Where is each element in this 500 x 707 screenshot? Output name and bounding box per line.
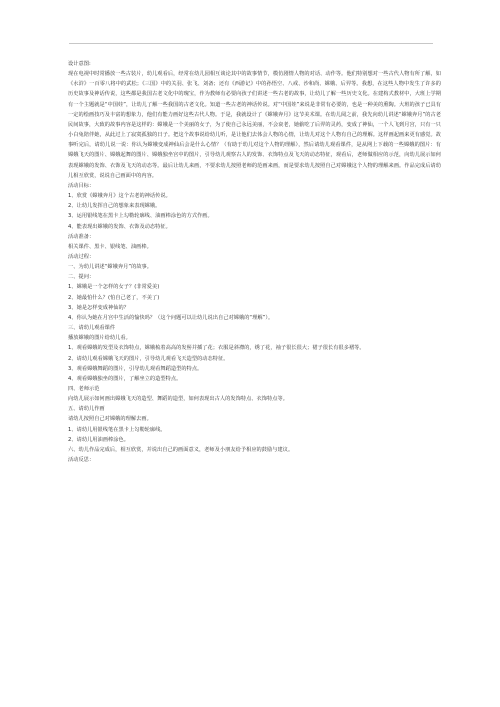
text-line: 2、请幼儿用油画棒涂色。 xyxy=(68,436,129,443)
section-heading: 设计意图: xyxy=(68,61,91,67)
lesson-lines xyxy=(60,181,441,465)
text-line: 四、老师示范 xyxy=(68,386,100,392)
text-line: 4、你认为她在月宫中生活的愉快吗？（这个问题可以让幼儿说出自己对嫦娥的“理解”）。 xyxy=(68,314,274,321)
text-line: 1、请幼儿用银线笔在黑卡上勾勒轮廓线。 xyxy=(68,426,166,433)
text-line: 3、运用银线笔在黑卡上勾勒轮廓线、油画棒涂色的方式作画。 xyxy=(68,213,213,220)
text-line: 请幼儿按照自己对嫦娥的理解去画。 xyxy=(68,416,152,423)
text-line: 2、让幼儿发挥自己的想象来表现嫦娥。 xyxy=(68,203,161,210)
text-line: 活动准备： xyxy=(68,233,95,240)
text-line: 2、她最怕什么？(怕自己老了，不美了) xyxy=(68,294,160,301)
text-line: 二、提问： xyxy=(68,274,95,281)
text-line: 活动反思： xyxy=(68,457,95,464)
text-line: 向幼儿展示如何画出嫦娥飞天的造型、舞蹈的造型，如何表现出古人的发饰特点、衣饰特点等。 xyxy=(68,396,288,403)
text-line: 相关课件、黑卡、银线笔、油画棒。 xyxy=(68,243,152,250)
text-line: 活动过程： xyxy=(68,253,95,260)
text-line: 1、欣赏《嫦娥奔月》这个古老的神话传说。 xyxy=(68,193,171,200)
intro-paragraph: 现在电视中时常播放一些古装片，幼儿观看后，经常在幼儿园相互谈论其中的故事情节，模仿剧情人物的对话、动作等。他们特别想对一些古代人物有所了解，如《水浒》一百零八将中的武松；《三国》中的关羽、张飞、刘备；还有《西游记》中的孙悟空、八戒、沙和尚、嫦娥、后羿等。我想，在这些人物中发生了许多的历史故事及神话传说，这些都是我国古老文化中的瑰宝，作为教师有必要向孩子们讲述一些古老的故事，让幼儿了解一些历史文化。在建构式教材中，大班上学期有一个主题就是“中国娃”，让幼儿了解一些我国的古老文化。知道一些古老的神话传说。对“中国娃”来说是非常有必要的，也是一种美的熏陶。大班的孩子已具有一定的绘画技巧及丰富的想象力，他们有能力画好这些古代人物。于是，我就设计了《嫦娥奔月》这节美术课。在幼儿阅之前，我先向幼儿讲述“嫦娥奔月”的古老民间故事，大致的故事内容是这样的：嫦娥是一个美丽的女子，为了使自己永远美丽，不会衰老，她偷吃了后羿的灵药，变成了神仙，一个人飞到月宫，只有一只小白兔陪伴她，从此过上了寂寞孤独的日子。把这个故事说给幼儿听，是让他们去体会人物的心情，让幼儿对这个人物有自己的理解。这样画起画来更有感觉。故事听完后，请幼儿说一说：你认为嫦娥变成神仙后会是什么心情？（有助于幼儿对这个人物的理解），然后请幼儿观看课件，是从网上下载的一些嫦娥的图片：有嫦娥飞天的图片、嫦娥起舞的图片、嫦娥独坐宫中的图片，引导幼儿观察古人的发饰、衣饰特点及飞天的动态特征，观看后，老师做相应的示范，向幼儿展示如何表现嫦娥的发饰、衣饰及飞天的动态等。最后让幼儿来画，不要求幼儿按照老师的范画来画，而是要求幼儿按照自己对嫦娥这个人物的理解来画。作品完成后请幼儿相互欣赏，说说自己画面中的内容。 xyxy=(68,71,441,179)
header-rule xyxy=(69,43,433,44)
text-line: 4、能表现出嫦娥的发饰、衣饰及动态特征。 xyxy=(68,223,171,230)
document-body xyxy=(60,59,441,465)
text-line: 3、她是怎样变成神仙的？ xyxy=(68,304,129,311)
text-line: 播放嫦娥的图片给幼儿看。 xyxy=(68,335,131,342)
text-line: 三、请幼儿观看课件 xyxy=(68,325,116,332)
text-line: 五、请幼儿作画 xyxy=(68,406,105,413)
text-line: 1、嫦娥是一个怎样的女子？(非常爱美) xyxy=(68,284,160,291)
text-line: 活动目标： xyxy=(68,182,95,189)
text-line: 一、为幼儿讲述“嫦娥奔月”的故事。 xyxy=(68,264,153,271)
text-line: 3、观看嫦娥舞蹈的图片，引导幼儿观看舞蹈造型的特点。 xyxy=(68,365,203,372)
text-line: 4、观看嫦娥独坐的图片，了解坐立的造型特点。 xyxy=(68,375,182,382)
intro-paragraph-block xyxy=(60,69,441,181)
text-line: 1、观看嫦娥的发型及衣饰特点，嫦娥梳着高高的发髻并插了花；衣服是斜襟的，绣了花，袖子很长很大；裙子很长有很多褶等。 xyxy=(68,345,365,352)
text-line: 2、请幼儿观看嫦娥飞天的图片，引导幼儿观看飞天造型的动态特征。 xyxy=(68,355,229,362)
text-line: 六、幼儿作品完成后，相互欣赏，并说出自己的画面意义，老师及小朋友给予相应的鼓励与建议。 xyxy=(68,446,294,453)
